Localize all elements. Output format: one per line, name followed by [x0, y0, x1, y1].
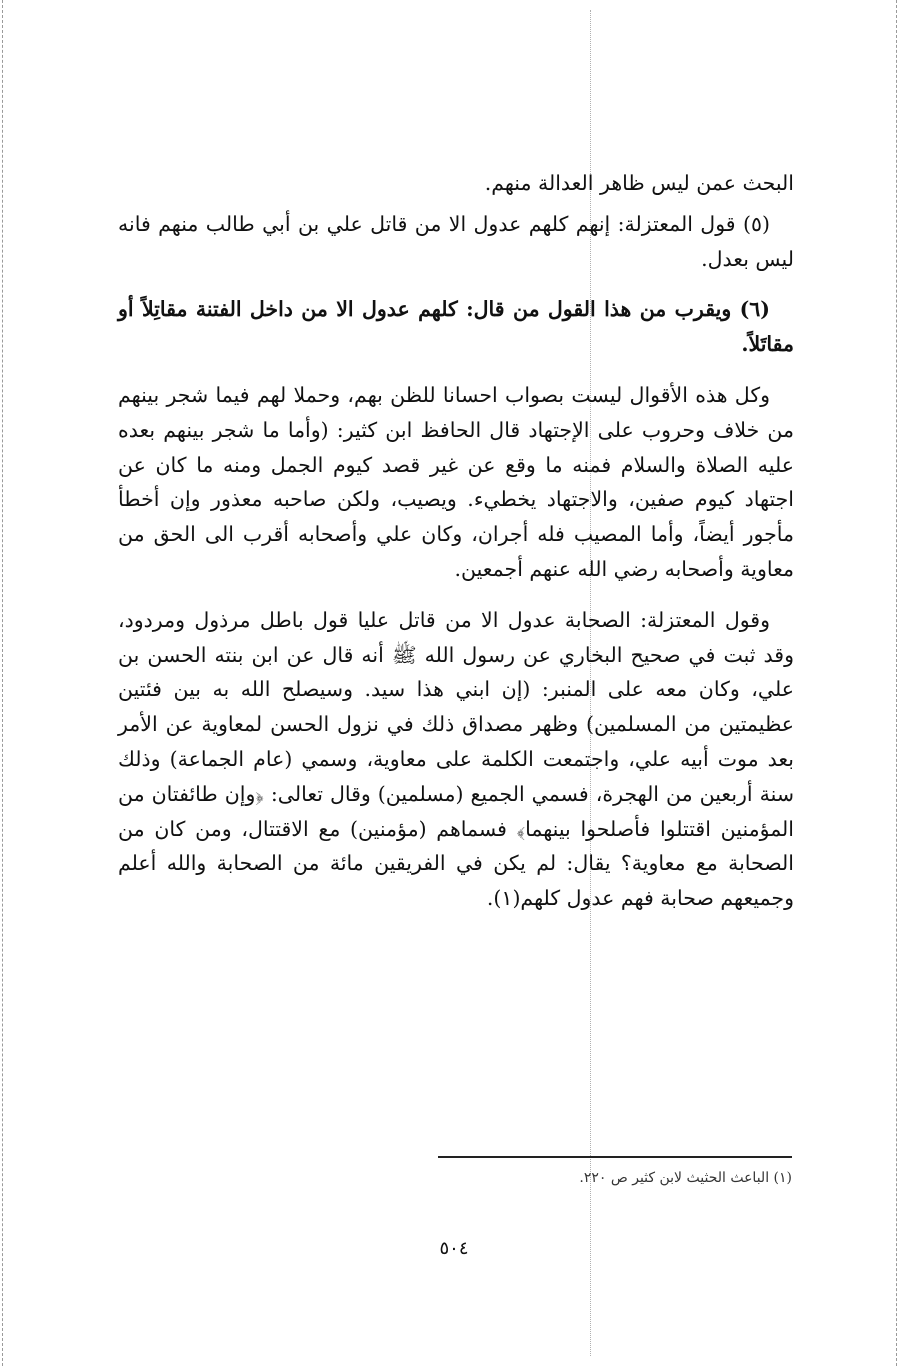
- scan-edge-right: [896, 0, 897, 1366]
- page-number: ٥٠٤: [439, 1238, 469, 1259]
- footnote-separator: [438, 1156, 792, 1158]
- paragraph-ibn-kathir-quote: وكل هذه الأقوال ليست بصواب احسانا للظن بهم، وحملا لهم فيما شجر بينهم من خلاف وحروب على الإجتهاد قال الحافظ ابن كثير: (وأما ما شجر بينهم بعده عليه الصلاة والسلام فمنه ما وقع عن غير قصد كيوم الجمل ومنه ما كان عن اجتهاد كيوم صفين، والاجتهاد يخطيء. ويصيب، ولكن صاحبه معذور وإن أخطأ مأجور أيضاً، وأما المصيب فله أجران، وكان علي وأصحابه أقرب الى الحق من معاوية وأصحابه رضي الله عنهم أجمعين.: [118, 382, 795, 581]
- footnote: (١) الباعث الحثيث لابن كثير ص ٢٢٠.: [579, 1170, 792, 1186]
- paragraph-continued: البحث عمن ليس ظاهر العدالة منهم.: [484, 171, 794, 195]
- paragraph-point-6: (٦) ويقرب من هذا القول من قال: كلهم عدول الا من داخل الفتنة مقاتِلاً أو مقاتَلاً.: [118, 297, 794, 357]
- paragraph-point-5: (٥) قول المعتزلة: إنهم كلهم عدول الا من قاتل علي بن أبي طالب منهم فانه ليس بعدل.: [118, 211, 794, 271]
- scan-edge-left: [2, 0, 3, 1366]
- paragraph-mutazila-refutation: وقول المعتزلة: الصحابة عدول الا من قاتل عليا قول باطل مرذول ومردود، وقد ثبت في صحيح البخاري عن رسول الله ﷺ أنه قال عن ابن بنته الحسن بن علي، وكان معه على المنبر: (إن ابني هذا سيد. وسيصلح الله به بين فئتين عظيمتين من المسلمين) وظهر مصداق ذلك في نزول الحسن لمعاوية عن الأمر بعد موت أبيه علي، واجتمعت الكلمة على معاوية، وسمي (عام الجماعة) وذلك سنة أربعين من الهجرة، فسمي الجميع (مسلمين) وقال تعالى: ﴿وإن طائفتان من المؤمنين اقتتلوا فأصلحوا بينهما﴾ فسماهم (مؤمنين) مع الاقتتال، ومن كان من الصحابة مع معاوية؟ يقال: لم يكن في الفريقين مائة من الصحابة والله أعلم وجميعهم صحابة فهم عدول كلهم(١).: [118, 607, 794, 911]
- page-body: [118, 166, 794, 932]
